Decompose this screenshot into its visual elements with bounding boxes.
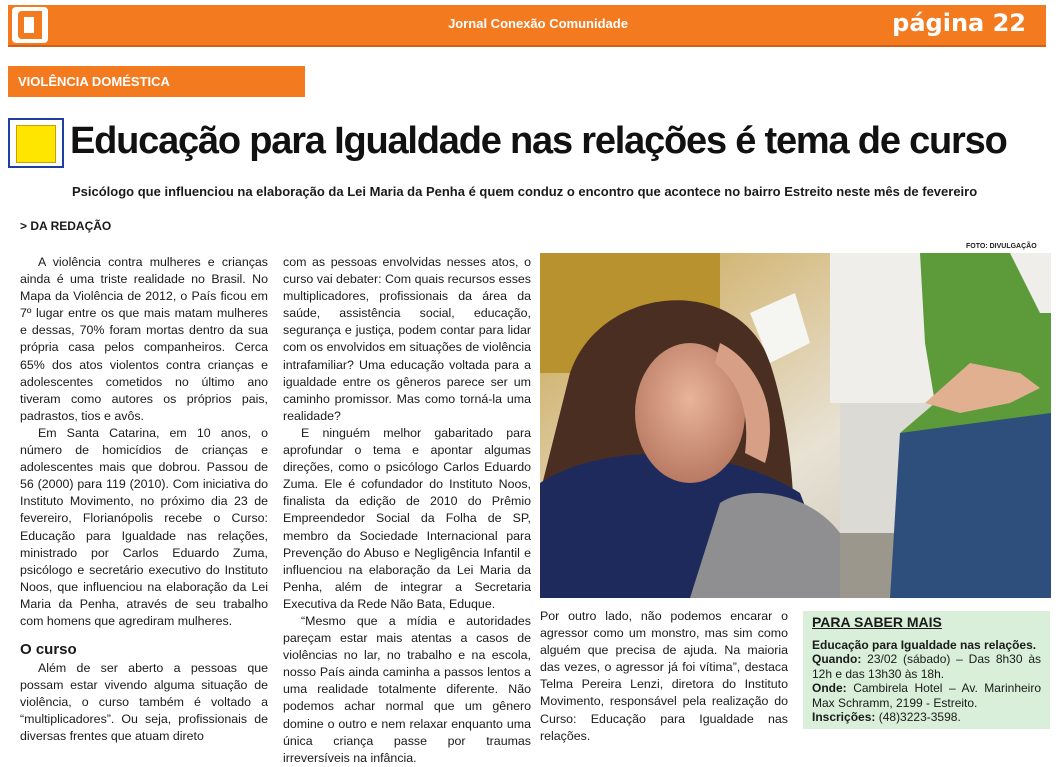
headline-square-icon — [8, 118, 64, 168]
info-when-value: 23/02 (sábado) – Das 8h30 às 12h e das 13h30 às 18h. — [812, 652, 1041, 681]
page-header-bar — [8, 5, 1046, 47]
page-number: página 22 — [892, 9, 1026, 37]
paragraph: Além de ser aberto a pessoas que possam estar vivendo alguma situação de violência, o curso também é voltado a “multiplicadores”. Ou seja, profissionais de diversas frentes que atuam direto — [20, 661, 268, 744]
publication-name: Jornal Conexão Comunidade — [448, 16, 628, 31]
info-signup-label: Inscrições: — [812, 710, 876, 724]
paragraph: “Mesmo que a mídia e autoridades pareçam estar mais atentas a casos de violências no lar, no trabalho e na escola, nosso País ainda caminha a passos lentos a uma realidade totalmente diferente. Não podemos achar normal que um gênero domine o outro e nem relaxar enquanto uma única criança passe por traumas irreversíveis na infância. — [283, 613, 531, 765]
photo-credit: FOTO: DIVULGAÇÃO — [966, 243, 1037, 250]
info-event-name: Educação para Igualdade nas relações. — [812, 637, 1037, 652]
article-subheadline: Psicólogo que influenciou na elaboração da Lei Maria da Penha é quem conduz o encontro que acontece no bairro Estreito neste mês de fevereiro — [72, 184, 978, 199]
info-signup — [812, 710, 1041, 725]
info-where — [812, 681, 1041, 710]
section-label-bar — [8, 66, 305, 97]
paragraph: A violência contra mulheres e crianças ainda é uma triste realidade no Brasil. No Mapa da Violência de 2012, o País ficou em 7º lugar entre os que mais matam mulheres e dessas, 70% foram mortas dentro da sua própria casa pelos companheiros. Cerca 65% dos atos violentos contra crianças e adolescentes cometidos no último ano tiveram como autores os próprios pais, padrastos, tios e avôs. — [20, 255, 268, 423]
headline-square-fill — [16, 125, 56, 163]
paragraph: Por outro lado, não podemos encarar o agressor como um monstro, mas sim como alguém que precisa de ajuda. Na maioria das vezes, o agressor já foi vítima”, destaca Telma Pereira Lenzi, diretora do Instituto Movimento, responsável pela realização do Curso: Educação para Igualdade nas relações. — [540, 609, 788, 743]
paragraph: Em Santa Catarina, em 10 anos, o número de homicídios de crianças e adolescentes mais que dobrou. Passou de 56 (2000) para 119 (2010). Com iniciativa do Instituto Movimento, no próximo dia 23 de fevereiro, Florianópolis recebe o Curso: Educação para Igualdade nas relações, ministrado por Carlos Eduardo Zuma, psicólogo e secretário executivo do Instituto Noos, que influenciou na elaboração da Lei Maria da Penha, através de seu trabalho com homens que agrediram mulheres. — [20, 425, 268, 628]
article-subtitle: O curso — [20, 641, 77, 659]
info-when-label: Quando: — [812, 652, 862, 666]
logo-bar-shape — [34, 11, 42, 39]
section-label: VIOLÊNCIA DOMÉSTICA — [18, 74, 170, 89]
newspaper-logo — [12, 7, 48, 43]
info-box-title: PARA SABER MAIS — [812, 614, 942, 630]
info-where-label: Onde: — [812, 681, 847, 695]
info-box — [803, 611, 1050, 729]
article-headline: Educação para Igualdade nas relações é tema de curso — [70, 120, 1007, 162]
article-column-3 — [540, 608, 788, 745]
paragraph: com as pessoas envolvidas nesses atos, o curso vai debater: Com quais recursos esses multiplicadores, profissionais da área da saúde, assistência social, educação, segurança e justiça, podem contar para lidar com os envolvidos em situações de violência intrafamiliar? Uma educação voltada para a igualdade entre os gêneros parece ser um caminho promissor. Mas como torná-la uma realidade? — [283, 255, 531, 423]
info-signup-value: (48)3223-3598. — [878, 710, 961, 724]
article-byline: > DA REDAÇÃO — [20, 219, 112, 233]
info-when — [812, 652, 1041, 681]
info-where-value: Cambirela Hotel – Av. Marinheiro Max Schramm, 2199 - Estreito. — [812, 681, 1041, 710]
article-photo — [540, 253, 1051, 598]
article-column-1 — [20, 254, 268, 746]
paragraph: E ninguém melhor gabaritado para aprofundar o tema e apontar algumas direções, como o psicólogo Carlos Eduardo Zuma. Ele é cofundador do Instituto Noos, finalista da edição de 2010 do Prêmio Empreendedor Social da Folha de SP, membro da Sociedade Internacional para Prevenção do Abuso e Negligência Infantil e influenciou na elaboração da Lei Maria da Penha, além de integrar a Secretaria Executiva da Rede Não Bata, Eduque. — [283, 425, 531, 611]
info-event — [812, 638, 1041, 653]
article-column-2 — [283, 254, 531, 767]
